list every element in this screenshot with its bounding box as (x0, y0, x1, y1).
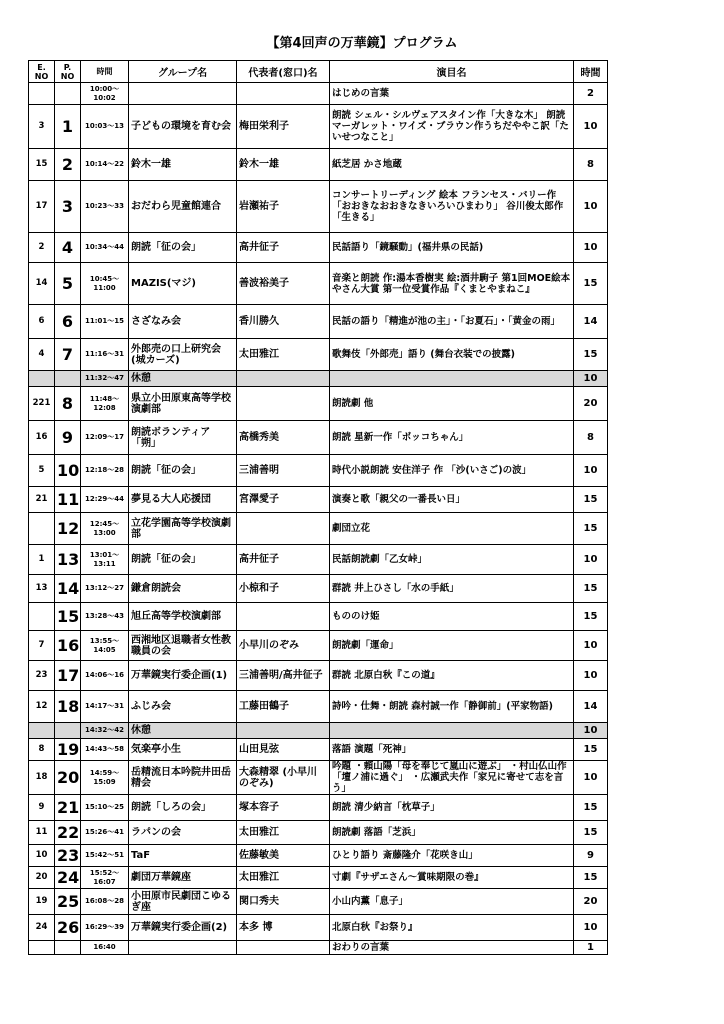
duration-minutes: 20 (574, 889, 608, 915)
time-slot: 10:23～33 (81, 181, 129, 233)
program-title: ひとり語り 斎藤隆介「花咲き山」 (330, 845, 574, 867)
duration-minutes: 9 (574, 845, 608, 867)
duration-minutes: 15 (574, 487, 608, 513)
duration-minutes: 8 (574, 149, 608, 181)
time-slot: 15:10～25 (81, 795, 129, 821)
group-name: 外郎売の口上研究会(城カーズ) (129, 339, 237, 371)
duration-minutes: 15 (574, 339, 608, 371)
representative-name: 鈴木一雄 (237, 149, 330, 181)
representative-name: 工藤田鶴子 (237, 691, 330, 723)
table-row (29, 575, 608, 603)
program-table-body (29, 83, 608, 955)
duration-minutes: 1 (574, 941, 608, 955)
header-duration: 時間 (574, 61, 608, 83)
program-title: 吟題 ・頼山陽「母を奉じて嵐山に遊ぶ」 ・村山仏山作「壇ノ浦に過ぐ」 ・広瀬武夫作「家兄に寄せて志を言う」 (330, 761, 574, 795)
entry-number: 19 (29, 889, 55, 915)
table-row (29, 305, 608, 339)
table-row (29, 181, 608, 233)
group-name: ラパンの会 (129, 821, 237, 845)
table-row (29, 387, 608, 421)
group-name: 立花学園高等学校演劇部 (129, 513, 237, 545)
program-title: 朗読 星新一作「ボッコちゃん」 (330, 421, 574, 455)
group-name: おだわら児童館連合 (129, 181, 237, 233)
table-row (29, 661, 608, 691)
performance-number: 5 (55, 263, 81, 305)
group-name: 気楽亭小生 (129, 739, 237, 761)
entry-number: 3 (29, 105, 55, 149)
representative-name: 太田雅江 (237, 867, 330, 889)
representative-name: 高橋秀美 (237, 421, 330, 455)
time-slot: 10:14～22 (81, 149, 129, 181)
duration-minutes: 14 (574, 305, 608, 339)
representative-name: 塚本容子 (237, 795, 330, 821)
entry-number (29, 513, 55, 545)
table-row (29, 545, 608, 575)
program-title (330, 371, 574, 387)
header-e-no: E. NO (29, 61, 55, 83)
program-title: 朗読劇 他 (330, 387, 574, 421)
table-row (29, 739, 608, 761)
performance-number: 14 (55, 575, 81, 603)
duration-minutes: 10 (574, 371, 608, 387)
duration-minutes: 10 (574, 181, 608, 233)
performance-number: 16 (55, 631, 81, 661)
representative-name: 関口秀夫 (237, 889, 330, 915)
group-name: 万華鏡実行委企画(1) (129, 661, 237, 691)
performance-number: 4 (55, 233, 81, 263)
group-name: 子どもの環境を育む会 (129, 105, 237, 149)
program-title: 時代小説朗読 安住洋子 作 「沙(いさご)の波」 (330, 455, 574, 487)
representative-name: 香川勝久 (237, 305, 330, 339)
table-row (29, 845, 608, 867)
table-row (29, 263, 608, 305)
header-representative: 代表者(窓口)名 (237, 61, 330, 83)
duration-minutes: 10 (574, 631, 608, 661)
representative-name: 小椋和子 (237, 575, 330, 603)
performance-number: 22 (55, 821, 81, 845)
representative-name (237, 603, 330, 631)
group-name: さざなみ会 (129, 305, 237, 339)
entry-number (29, 941, 55, 955)
program-title: 歌舞伎「外郎売」語り (舞台衣装での披露) (330, 339, 574, 371)
time-slot: 15:26～41 (81, 821, 129, 845)
group-name: TaF (129, 845, 237, 867)
entry-number: 2 (29, 233, 55, 263)
group-name: MAZIS(マジ) (129, 263, 237, 305)
entry-number: 15 (29, 149, 55, 181)
entry-number: 10 (29, 845, 55, 867)
table-row (29, 795, 608, 821)
performance-number: 23 (55, 845, 81, 867)
header-program-title: 演目名 (330, 61, 574, 83)
duration-minutes: 20 (574, 387, 608, 421)
duration-minutes: 10 (574, 661, 608, 691)
performance-number: 26 (55, 915, 81, 941)
time-slot: 14:06～16 (81, 661, 129, 691)
program-title: もののけ姫 (330, 603, 574, 631)
time-slot: 11:32～47 (81, 371, 129, 387)
duration-minutes: 15 (574, 513, 608, 545)
table-row (29, 455, 608, 487)
entry-number: 24 (29, 915, 55, 941)
performance-number: 18 (55, 691, 81, 723)
program-title: 群読 北原白秋『この道』 (330, 661, 574, 691)
representative-name (237, 723, 330, 739)
representative-name (237, 83, 330, 105)
group-name: 夢見る大人応援団 (129, 487, 237, 513)
duration-minutes: 15 (574, 603, 608, 631)
table-row (29, 339, 608, 371)
representative-name: 太田雅江 (237, 821, 330, 845)
program-title: 劇団立花 (330, 513, 574, 545)
table-header-row (29, 61, 608, 83)
time-slot: 14:59～ 15:09 (81, 761, 129, 795)
program-title: 音楽と朗読 作:湯本香樹実 絵:酒井駒子 第1回MOE絵本やさん大賞 第一位受賞作品『くまとやまねこ』 (330, 263, 574, 305)
time-slot: 14:17～31 (81, 691, 129, 723)
entry-number: 12 (29, 691, 55, 723)
program-title: 群読 井上ひさし「水の手紙」 (330, 575, 574, 603)
program-title: 寸劇『サザエさん～賞味期限の巻』 (330, 867, 574, 889)
entry-number: 1 (29, 545, 55, 575)
performance-number (55, 941, 81, 955)
time-slot: 10:03～13 (81, 105, 129, 149)
group-name: 休憩 (129, 723, 237, 739)
time-slot: 11:48～ 12:08 (81, 387, 129, 421)
representative-name (237, 371, 330, 387)
entry-number: 21 (29, 487, 55, 513)
group-name: 旭丘高等学校演劇部 (129, 603, 237, 631)
table-row (29, 821, 608, 845)
time-slot: 13:12～27 (81, 575, 129, 603)
entry-number (29, 723, 55, 739)
program-title: 民話朗読劇「乙女峠」 (330, 545, 574, 575)
entry-number: 23 (29, 661, 55, 691)
group-name (129, 83, 237, 105)
representative-name: 高井征子 (237, 545, 330, 575)
program-title: 朗読 清少納言「枕草子」 (330, 795, 574, 821)
header-group-name: グループ名 (129, 61, 237, 83)
group-name: 朗読「征の会」 (129, 233, 237, 263)
entry-number: 18 (29, 761, 55, 795)
representative-name: 大森精翠 (小早川のぞみ) (237, 761, 330, 795)
performance-number: 11 (55, 487, 81, 513)
performance-number: 1 (55, 105, 81, 149)
table-row (29, 761, 608, 795)
duration-minutes: 15 (574, 821, 608, 845)
program-title: コンサートリーディング 絵本 フランセス・バリー作「おおきなおおきなきいろいひまわり」 谷川俊太郎作「生きる」 (330, 181, 574, 233)
time-slot: 12:09～17 (81, 421, 129, 455)
table-row (29, 867, 608, 889)
table-row (29, 487, 608, 513)
group-name (129, 941, 237, 955)
group-name: 県立小田原東高等学校 演劇部 (129, 387, 237, 421)
program-title: 小山内薫「息子」 (330, 889, 574, 915)
duration-minutes: 10 (574, 723, 608, 739)
performance-number: 3 (55, 181, 81, 233)
entry-number: 221 (29, 387, 55, 421)
duration-minutes: 8 (574, 421, 608, 455)
time-slot: 10:34～44 (81, 233, 129, 263)
group-name: 岳精流日本吟院井田岳精会 (129, 761, 237, 795)
group-name: 朗読「しろの会」 (129, 795, 237, 821)
group-name: ふじみ会 (129, 691, 237, 723)
program-title: 民話の語り「精進が池の主」・「お夏石」・「黄金の雨」 (330, 305, 574, 339)
performance-number: 21 (55, 795, 81, 821)
duration-minutes: 10 (574, 105, 608, 149)
entry-number: 4 (29, 339, 55, 371)
table-row (29, 631, 608, 661)
group-name: 朗読「征の会」 (129, 455, 237, 487)
entry-number: 11 (29, 821, 55, 845)
break-row (29, 371, 608, 387)
representative-name (237, 387, 330, 421)
representative-name: 佐藤敏美 (237, 845, 330, 867)
entry-number: 20 (29, 867, 55, 889)
group-name: 朗読ボランティア「朔」 (129, 421, 237, 455)
group-name: 朗読「征の会」 (129, 545, 237, 575)
program-title: 落語 演題「死神」 (330, 739, 574, 761)
performance-number: 15 (55, 603, 81, 631)
performance-number: 19 (55, 739, 81, 761)
time-slot: 11:16～31 (81, 339, 129, 371)
table-row (29, 941, 608, 955)
representative-name: 小早川のぞみ (237, 631, 330, 661)
header-time: 時間 (81, 61, 129, 83)
table-row (29, 233, 608, 263)
program-title: 詩吟・仕舞・朗読 森村誠一作「静御前」(平家物語) (330, 691, 574, 723)
table-row (29, 105, 608, 149)
time-slot: 13:01～ 13:11 (81, 545, 129, 575)
time-slot: 10:45～ 11:00 (81, 263, 129, 305)
representative-name: 岩瀬祐子 (237, 181, 330, 233)
header-p-no: P. NO (55, 61, 81, 83)
representative-name: 三浦善明 (237, 455, 330, 487)
performance-number: 7 (55, 339, 81, 371)
entry-number: 6 (29, 305, 55, 339)
duration-minutes: 10 (574, 455, 608, 487)
representative-name: 山田見弦 (237, 739, 330, 761)
program-title: おわりの言葉 (330, 941, 574, 955)
entry-number (29, 83, 55, 105)
duration-minutes: 10 (574, 545, 608, 575)
group-name: 劇団万華鏡座 (129, 867, 237, 889)
performance-number: 9 (55, 421, 81, 455)
program-title: 紙芝居 かさ地蔵 (330, 149, 574, 181)
time-slot: 12:29～44 (81, 487, 129, 513)
program-title: 朗読 シェル・シルヴェアスタイン作「大きな木」 朗読マーガレット・ワイズ・ブラウン作うちだややこ訳「たいせつなこと」 (330, 105, 574, 149)
table-row (29, 513, 608, 545)
entry-number: 7 (29, 631, 55, 661)
representative-name: 三浦善明/高井征子 (237, 661, 330, 691)
performance-number (55, 371, 81, 387)
time-slot: 14:32～42 (81, 723, 129, 739)
entry-number (29, 603, 55, 631)
representative-name: 梅田栄利子 (237, 105, 330, 149)
time-slot: 10:00～ 10:02 (81, 83, 129, 105)
time-slot: 13:55～ 14:05 (81, 631, 129, 661)
representative-name: 宮澤愛子 (237, 487, 330, 513)
representative-name: 本多 博 (237, 915, 330, 941)
time-slot: 12:45～ 13:00 (81, 513, 129, 545)
performance-number: 8 (55, 387, 81, 421)
duration-minutes: 10 (574, 233, 608, 263)
break-row (29, 723, 608, 739)
group-name: 小田原市民劇団こゆるぎ座 (129, 889, 237, 915)
duration-minutes: 15 (574, 867, 608, 889)
group-name: 万華鏡実行委企画(2) (129, 915, 237, 941)
duration-minutes: 15 (574, 739, 608, 761)
program-title: 朗読劇 落語「芝浜」 (330, 821, 574, 845)
group-name: 鎌倉朗読会 (129, 575, 237, 603)
time-slot: 16:08～28 (81, 889, 129, 915)
program-title: 演奏と歌「親父の一番長い日」 (330, 487, 574, 513)
program-title: 北原白秋『お祭り』 (330, 915, 574, 941)
performance-number: 6 (55, 305, 81, 339)
performance-number: 24 (55, 867, 81, 889)
group-name: 鈴木一雄 (129, 149, 237, 181)
entry-number: 14 (29, 263, 55, 305)
page-title: 【第4回声の万華鏡】プログラム (266, 36, 458, 51)
table-row (29, 691, 608, 723)
representative-name (237, 941, 330, 955)
representative-name: 太田雅江 (237, 339, 330, 371)
program-title: はじめの言葉 (330, 83, 574, 105)
time-slot: 11:01～15 (81, 305, 129, 339)
time-slot: 14:43～58 (81, 739, 129, 761)
performance-number: 20 (55, 761, 81, 795)
performance-number: 10 (55, 455, 81, 487)
duration-minutes: 14 (574, 691, 608, 723)
program-title: 民話語り「鏡騒動」(福井県の民話) (330, 233, 574, 263)
entry-number: 16 (29, 421, 55, 455)
performance-number: 2 (55, 149, 81, 181)
table-row (29, 603, 608, 631)
entry-number: 9 (29, 795, 55, 821)
group-name: 西湘地区退職者女性教職員の会 (129, 631, 237, 661)
performance-number: 25 (55, 889, 81, 915)
representative-name (237, 513, 330, 545)
duration-minutes: 15 (574, 263, 608, 305)
table-row (29, 83, 608, 105)
entry-number: 8 (29, 739, 55, 761)
time-slot: 15:52～ 16:07 (81, 867, 129, 889)
entry-number: 13 (29, 575, 55, 603)
duration-minutes: 15 (574, 795, 608, 821)
group-name: 休憩 (129, 371, 237, 387)
program-title (330, 723, 574, 739)
performance-number (55, 83, 81, 105)
duration-minutes: 10 (574, 761, 608, 795)
time-slot: 16:40 (81, 941, 129, 955)
table-row (29, 149, 608, 181)
entry-number: 17 (29, 181, 55, 233)
time-slot: 16:29～39 (81, 915, 129, 941)
representative-name: 善波裕美子 (237, 263, 330, 305)
time-slot: 15:42～51 (81, 845, 129, 867)
table-row (29, 889, 608, 915)
duration-minutes: 10 (574, 915, 608, 941)
duration-minutes: 2 (574, 83, 608, 105)
time-slot: 12:18～28 (81, 455, 129, 487)
entry-number: 5 (29, 455, 55, 487)
performance-number: 12 (55, 513, 81, 545)
duration-minutes: 15 (574, 575, 608, 603)
table-row (29, 421, 608, 455)
performance-number: 17 (55, 661, 81, 691)
program-title: 朗読劇「運命」 (330, 631, 574, 661)
table-row (29, 915, 608, 941)
representative-name: 高井征子 (237, 233, 330, 263)
program-table (28, 60, 608, 955)
entry-number (29, 371, 55, 387)
time-slot: 13:28～43 (81, 603, 129, 631)
performance-number: 13 (55, 545, 81, 575)
performance-number (55, 723, 81, 739)
